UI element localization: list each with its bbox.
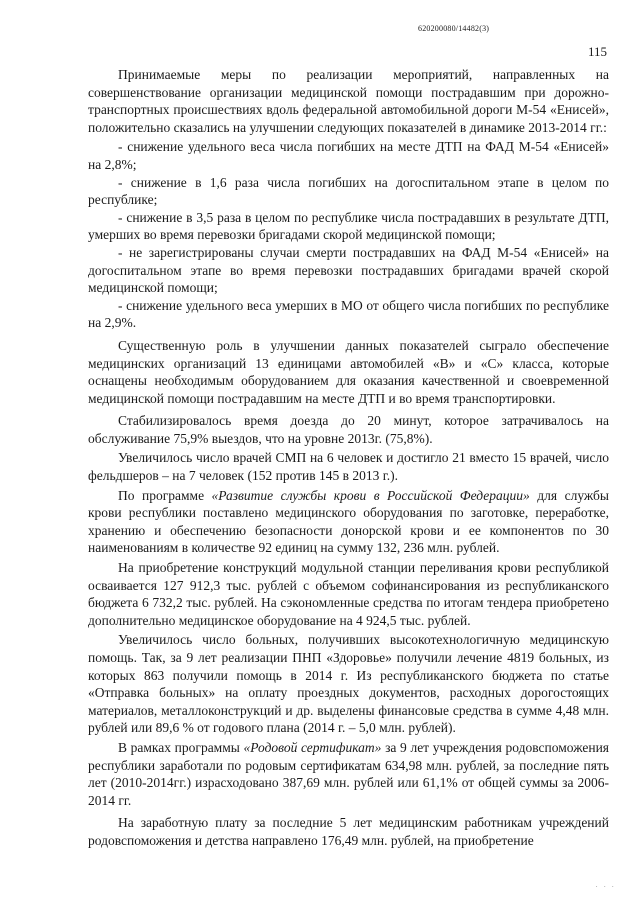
program-title: «Родовой сертификат» [243, 739, 382, 755]
program-title: «Развитие службы крови в Российской Федерации» [211, 487, 530, 503]
scan-mark: · · · [595, 883, 616, 891]
list-item: - снижение удельного веса числа погибших на месте ДТП на ФАД М-54 «Енисей» на 2,8%; [88, 139, 609, 172]
list-item: - снижение в 1,6 раза числа погибших на догоспитальном этапе в целом по республике; [88, 174, 609, 208]
paragraph-text: По программе [118, 487, 212, 503]
paragraph [88, 739, 609, 809]
paragraph: Увеличилось число больных, получивших высокотехнологичную медицинскую помощь. Так, за 9 лет реализации ПНП «Здоровье» получили лечение 4819 больных, из которых 863 получили помощь в 2014 г. Из республиканского бюджета по статье «Отправка больных» на оплату проездных документов, расходных дорогостоящих материалов, металлоконструкций и др. выделены финансовые средства в сумме 4,48 млн. рублей или 89,6 % от годового плана (2014 г. – 5,0 млн. рублей). [88, 632, 609, 736]
paragraph: Стабилизировалось время доезда до 20 минут, которое затрачивалось на обслуживание 75,9% выездов, что на уровне 2013г. (75,8%). [88, 413, 609, 446]
paragraph-text: для службы крови республики поставлено медицинского оборудования по заготовке, переработке, хранению и обеспечению безопасности донорской крови и ее компонентов по 30 наименованиям в количестве 92 единиц на сумму 132, 236 млн. рублей. [88, 487, 609, 556]
list-item: - снижение в 3,5 раза в целом по республике числа пострадавших в результате ДТП, умерших во время перевозки бригадами скорой медицинской помощи; [88, 209, 609, 243]
paragraph: На заработную плату за последние 5 лет медицинским работникам учреждений родовспоможения и детства направлено 176,49 млн. рублей, на приобретение [88, 815, 609, 848]
document-id: 620200080/14482(3) [418, 24, 490, 33]
body-text [88, 66, 609, 852]
paragraph [88, 487, 609, 557]
paragraph: Увеличилось число врачей СМП на 6 человек и достигло 21 вместо 15 врачей, число фельдшеров – на 7 человек (152 против 145 в 2013 г.). [88, 450, 609, 484]
page-number: 115 [588, 44, 608, 59]
paragraph: Принимаемые меры по реализации мероприятий, направленных на совершенствование организации медицинской помощи пострадавшим при дорожно-транспортных происшествиях вдоль федеральной автомобильной дороги М-54 «Енисей», положительно сказались на улучшении следующих показателей в динамике 2013-2014 гг.: [88, 67, 609, 135]
paragraph-text: В рамках программы [118, 739, 244, 755]
paragraph: На приобретение конструкций модульной станции переливания крови республикой осваивается 127 912,3 тыс. рублей с объемом софинансирования из республиканского бюджета 6 732,2 тыс. рублей. На сэкономленные средства по итогам тендера приобретено дополнительно медицинское оборудование на 4 924,5 тыс. рублей. [88, 560, 609, 628]
paragraph: Существенную роль в улучшении данных показателей сыграло обеспечение медицинских организаций 13 единицами автомобилей «В» и «С» класса, которые оснащены необходимым оборудованием для оказания качественной и своевременной медицинской помощи пострадавшим на месте ДТП и во время транспортировки. [88, 337, 609, 406]
list-item: - не зарегистрированы случаи смерти пострадавших на ФАД М-54 «Енисей» на догоспитальном этапе во время перевозки пострадавших бригадами врачей скорой медицинской помощи; [88, 244, 609, 296]
paragraph-text: за 9 лет учреждения родовспоможения республики заработали по родовым сертификатам 634,98 млн. рублей, за последние пять лет (2010-2014гг.) израсходовано 387,69 млн. рублей или 61,1% от общей суммы за 2006-2014 гг. [88, 739, 609, 808]
list-item: - снижение удельного веса умерших в МО от общего числа погибших по республике на 2,9%. [88, 297, 609, 331]
